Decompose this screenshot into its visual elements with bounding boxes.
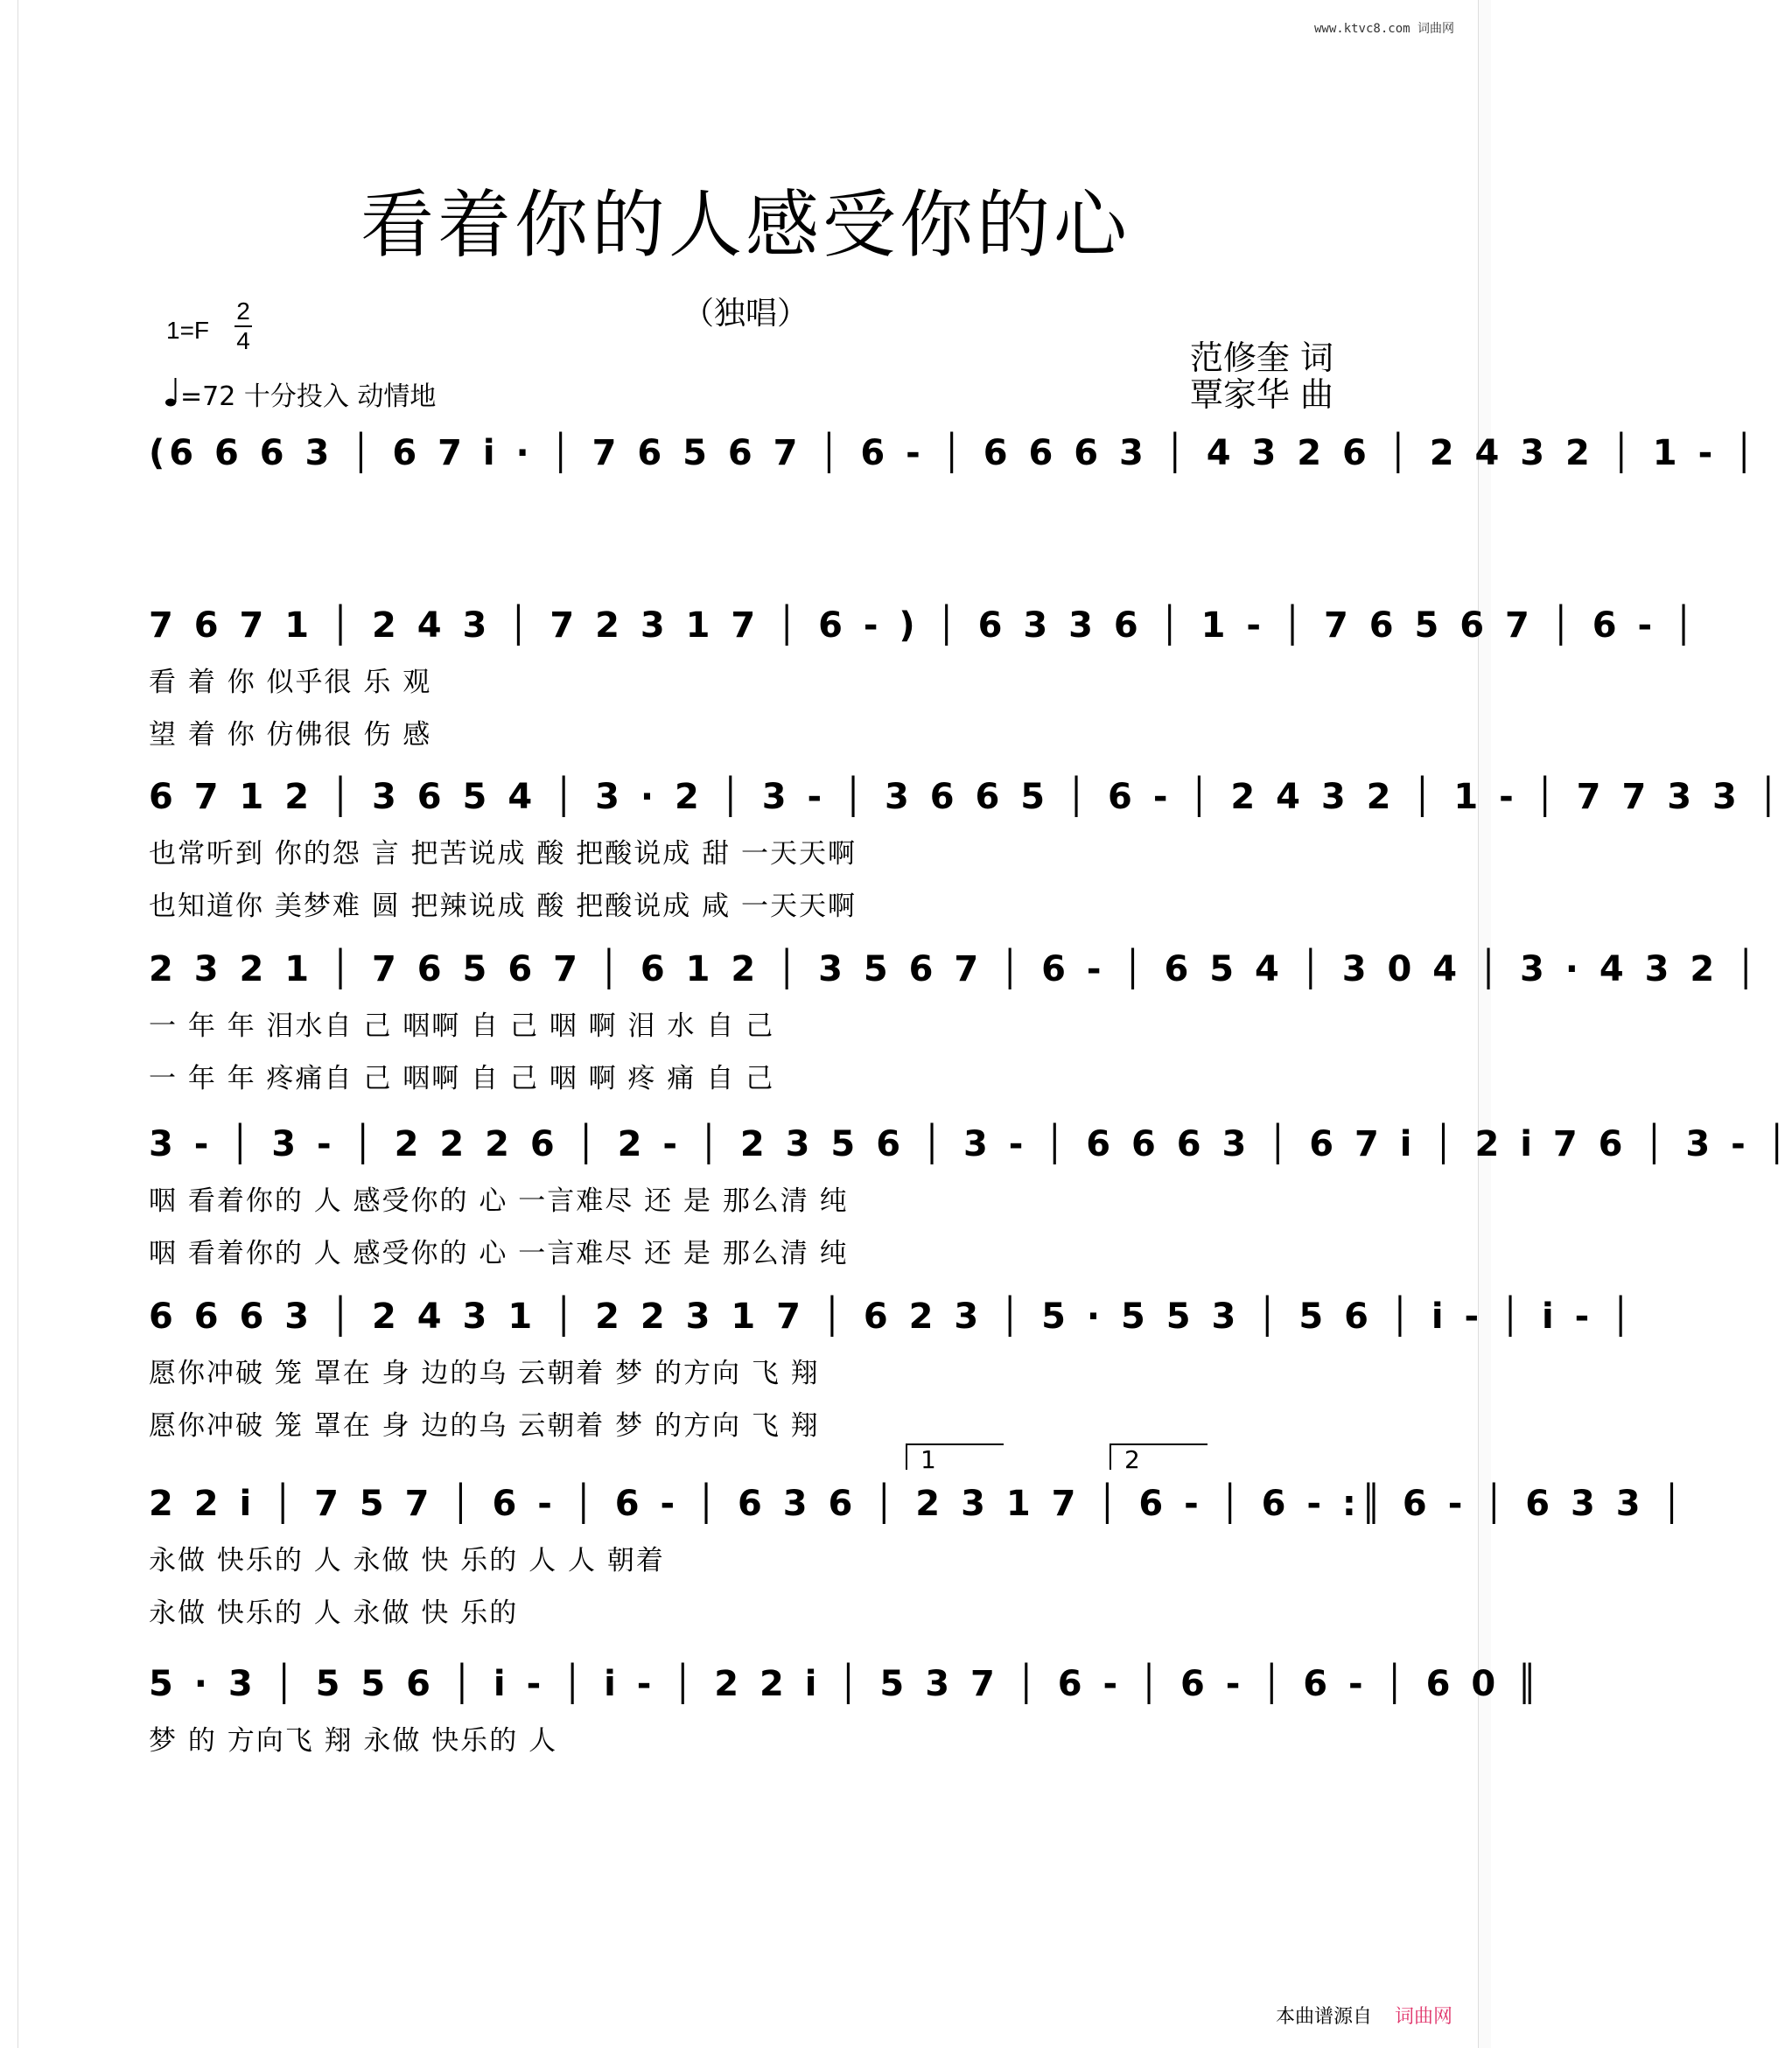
lyric-line-2: 咽 看着你的 人 感受你的 心 一言难尽 还 是 那么清 纯 [149, 1238, 849, 1269]
notation-line: 2 2 i │ 7 5 7 │ 6 - │ 6 - │ 6 3 6 │ 2 3 1 7 │ 6 - │ 6 - :║ 6 - │ 6 3 3 │ [149, 1484, 1687, 1524]
lyric-line-2: 一 年 年 疼痛自 己 咽啊 自 己 咽 啊 疼 痛 自 己 [149, 1063, 775, 1094]
lyric-line-1: 梦 的 方向飞 翔 永做 快乐的 人 [149, 1725, 558, 1757]
site-watermark: www.ktvc8.com 词曲网 [1313, 22, 1454, 36]
notation-line: 5 · 3 │ 5 5 6 │ i - │ i - │ 2 2 i │ 5 3 7 │ 6 - │ 6 - │ 6 - │ 6 0 ║ [149, 1664, 1543, 1704]
key-signature: 1=F [166, 317, 210, 344]
footer-source-text: 本曲谱源自 [1275, 2006, 1372, 2028]
notation-line: (6 6 6 3 │ 6 7 i · │ 7 6 5 6 7 │ 6 - │ 6 6 6 3 │ 4 3 2 6 │ 2 4 3 2 │ 1 - │ [149, 433, 1760, 473]
notation-line: 6 7 1 2 │ 3 6 5 4 │ 3 · 2 │ 3 - │ 3 6 6 5 │ 6 - │ 2 4 3 2 │ 1 - │ 7 7 3 3 │ [149, 777, 1783, 817]
subtitle: （独唱） [682, 296, 808, 332]
notation-line: 2 3 2 1 │ 7 6 5 6 7 │ 6 1 2 │ 3 5 6 7 │ 6 - │ 6 5 4 │ 3 0 4 │ 3 · 4 3 2 │ [149, 949, 1761, 989]
time-sig-top: 2 [236, 297, 250, 325]
page-title: 看着你的人感受你的心 [360, 182, 1130, 268]
volta-2-label: 2 [1124, 1445, 1140, 1474]
lyric-line-2: 永做 快乐的 人 永做 快 乐的 [149, 1597, 519, 1629]
lyric-line-1: 咽 看着你的 人 感受你的 心 一言难尽 还 是 那么清 纯 [149, 1185, 849, 1217]
time-signature [234, 297, 252, 355]
lyric-line-1: 永做 快乐的 人 永做 快 乐的 人 人 朝着 [149, 1545, 665, 1576]
lyricist-credit: 范修奎 词 [1189, 339, 1334, 377]
lyric-line-2: 望 着 你 仿佛很 伤 感 [149, 719, 432, 751]
time-sig-bottom: 4 [236, 327, 250, 354]
notation-line: 7 6 7 1 │ 2 4 3 │ 7 2 3 1 7 │ 6 - ) │ 6 3 3 6 │ 1 - │ 7 6 5 6 7 │ 6 - │ [149, 605, 1699, 646]
composer-credit: 覃家华 曲 [1189, 375, 1334, 414]
notation-line: 6 6 6 3 │ 2 4 3 1 │ 2 2 3 1 7 │ 6 2 3 │ 5 · 5 5 3 │ 5 6 │ i - │ i - │ [149, 1297, 1636, 1337]
lyric-line-1: 也常听到 你的怨 言 把苦说成 酸 把酸说成 甜 一天天啊 [149, 838, 857, 870]
volta-1-label: 1 [920, 1445, 936, 1474]
lyric-line-2: 也知道你 美梦难 圆 把辣说成 酸 把酸说成 咸 一天天啊 [149, 891, 857, 922]
lyric-line-2: 愿你冲破 笼 罩在 身 边的乌 云朝着 梦 的方向 飞 翔 [149, 1410, 820, 1442]
footer-brand-link[interactable]: 词曲网 [1394, 2006, 1452, 2028]
lyric-line-1: 看 着 你 似乎很 乐 观 [149, 667, 432, 698]
quarter-note-icon [164, 376, 178, 408]
tempo-marking: =72 十分投入 动情地 [180, 381, 437, 412]
footer-source [1276, 2002, 1452, 2029]
notation-line: 3 - │ 3 - │ 2 2 2 6 │ 2 - │ 2 3 5 6 │ 3 - │ 6 6 6 3 │ 6 7 i │ 2 i 7 6 │ 3 - │ [149, 1124, 1792, 1164]
lyric-line-1: 一 年 年 泪水自 己 咽啊 自 己 咽 啊 泪 水 自 己 [149, 1010, 775, 1042]
lyric-line-1: 愿你冲破 笼 罩在 身 边的乌 云朝着 梦 的方向 飞 翔 [149, 1358, 820, 1389]
